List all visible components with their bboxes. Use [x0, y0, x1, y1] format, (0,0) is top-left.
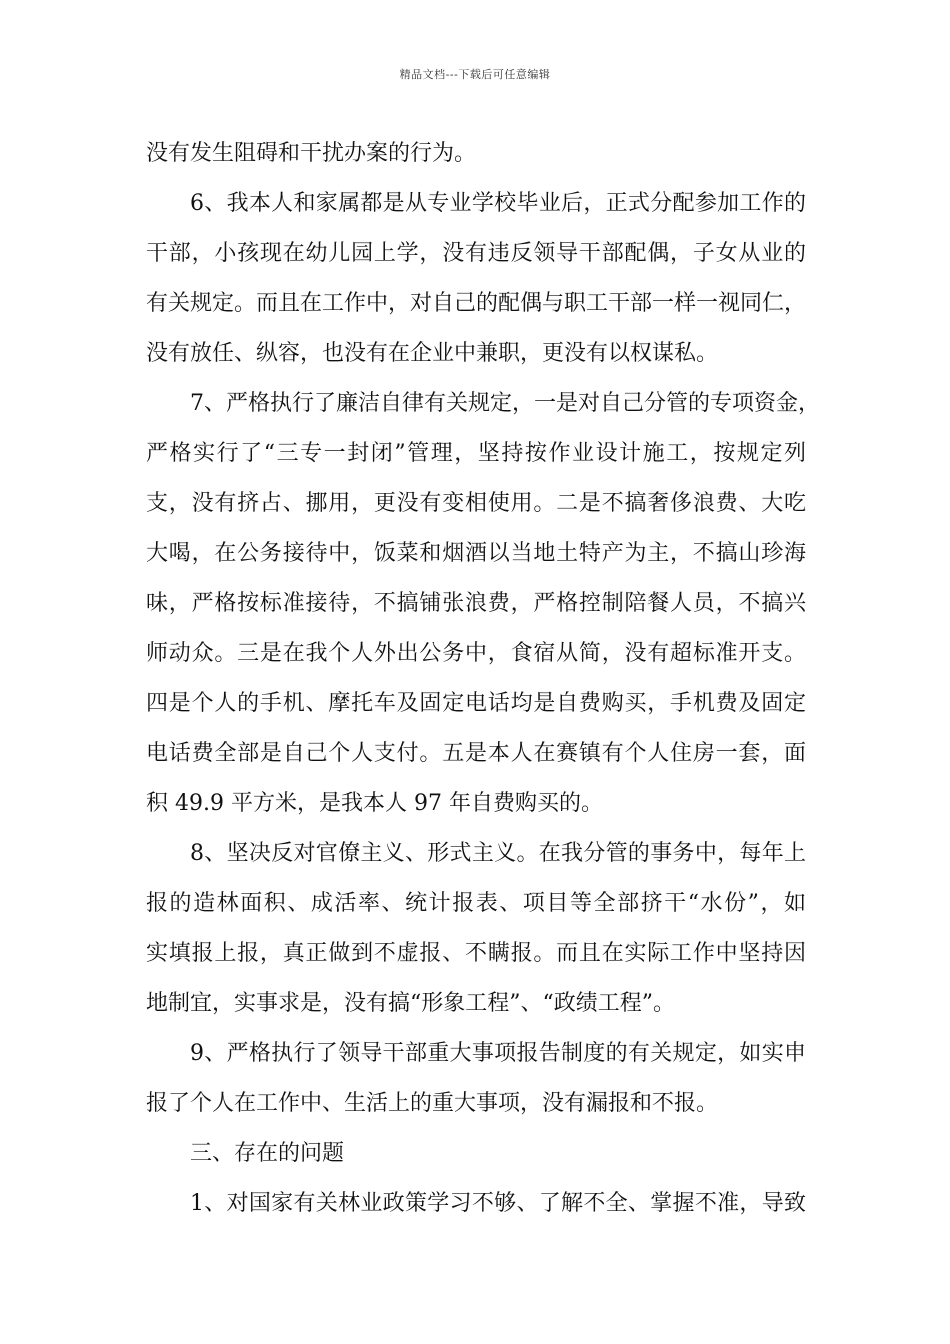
text-line: 地制宜，实事求是，没有搞“形象工程”、“政绩工程”。: [146, 991, 675, 1016]
text-line: 有关规定。而且在工作中，对自己的配偶与职工干部一样一视同仁，: [146, 291, 807, 316]
text-line: 7、严格执行了廉洁自律有关规定，一是对自己分管的专项资金，: [190, 391, 820, 416]
text-line: 师动众。三是在我个人外出公务中，食宿从简，没有超标准开支。: [146, 641, 806, 666]
text-line: 1、对国家有关林业政策学习不够、了解不全、掌握不准，导致: [190, 1191, 806, 1216]
text-line: 四是个人的手机、摩托车及固定电话均是自费购买，手机费及固定: [146, 691, 806, 716]
text-line: 电话费全部是自己个人支付。五是本人在赛镇有个人住房一套，面: [146, 741, 806, 766]
text-line: 报了个人在工作中、生活上的重大事项，没有漏报和不报。: [146, 1091, 719, 1116]
page-header: 精品文档---下载后可任意编辑: [399, 68, 551, 81]
text-line: 严格实行了“三专一封闭”管理，坚持按作业设计施工，按规定列: [146, 441, 806, 466]
text-line: 没有发生阻碍和干扰办案的行为。: [146, 141, 477, 166]
text-line: 大喝，在公务接待中，饭菜和烟酒以当地土特产为主，不搞山珍海: [146, 541, 806, 566]
text-line: 9、严格执行了领导干部重大事项报告制度的有关规定，如实申: [190, 1041, 806, 1066]
text-line: 实填报上报，真正做到不虚报、不瞒报。而且在实际工作中坚持因: [146, 941, 806, 966]
text-line: 干部，小孩现在幼儿园上学，没有违反领导干部配偶，子女从业的: [146, 241, 806, 266]
text-line: 味，严格按标准接待，不搞铺张浪费，严格控制陪餐人员，不搞兴: [146, 591, 806, 616]
text-line: 三、存在的问题: [190, 1141, 345, 1166]
text-line: 8、坚决反对官僚主义、形式主义。在我分管的事务中，每年上: [190, 841, 806, 866]
text-line: 6、我本人和家属都是从专业学校毕业后，正式分配参加工作的: [190, 191, 806, 216]
text-line: 没有放任、纵容，也没有在企业中兼职，更没有以权谋私。: [146, 341, 719, 366]
body-text: [146, 129, 820, 1229]
text-line: 积 49.9 平方米，是我本人 97 年自费购买的。: [146, 791, 603, 816]
text-line: 支，没有挤占、挪用，更没有变相使用。二是不搞奢侈浪费、大吃: [146, 491, 806, 516]
text-line: 报的造林面积、成活率、统计报表、项目等全部挤干“水份”，如: [146, 891, 806, 916]
